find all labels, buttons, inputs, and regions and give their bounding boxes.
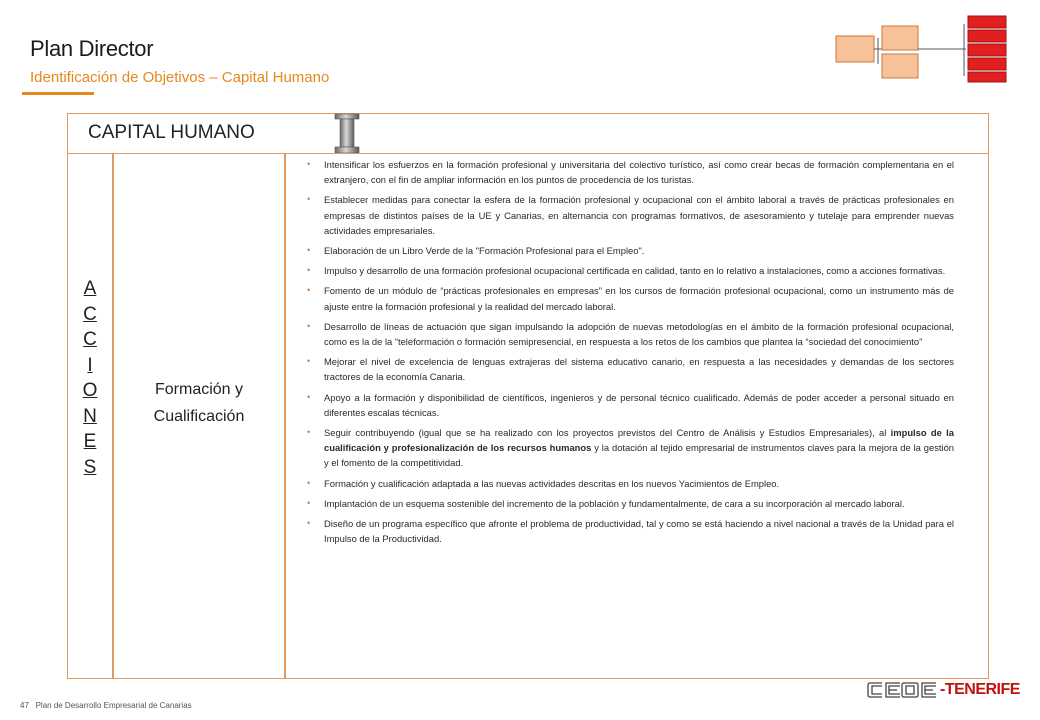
- category-column: [113, 153, 285, 679]
- title-underline: [22, 92, 94, 95]
- acciones-label: [68, 276, 112, 480]
- page-title: Plan Director: [30, 36, 154, 61]
- acciones-letter: S: [83, 456, 97, 478]
- bullet-icon: •: [307, 320, 311, 331]
- category-line-1: Formación y: [154, 381, 244, 398]
- action-list: [304, 157, 954, 551]
- acciones-letter: C: [83, 303, 97, 325]
- bullet-icon: •: [307, 518, 311, 529]
- action-text: Elaboración de un Libro Verde de la "Formación Profesional para el Empleo".: [324, 245, 645, 257]
- bullet-icon: •: [307, 391, 311, 402]
- action-text: Intensificar los esfuerzos en la formación profesional y universitaria del colectivo turístico, así como crear becas de formación complementaria en el extranjero, con el fin de ampliar información en los puntos de procedencia de los turistas.: [324, 159, 954, 186]
- actions-body: [285, 153, 989, 679]
- action-item: [304, 496, 954, 511]
- bullet-icon: •: [307, 497, 311, 508]
- bullet-icon: •: [307, 427, 311, 438]
- action-item: [304, 263, 954, 278]
- logo-tenerife-text: -TENERIFE: [940, 681, 1020, 698]
- category-label: [114, 376, 284, 430]
- action-text: Mejorar el nivel de excelencia de lenguas extrajeras del sistema educativo canario, en respuesta a las necesidades y demandas de los sectores tractores de la economía Canaria.: [324, 356, 954, 383]
- acciones-letter: E: [83, 431, 97, 452]
- action-text: Implantación de un esquema sostenible del incremento de la población y fundamentalmente, de cara a su incorporación al mercado laboral.: [324, 497, 905, 509]
- bullet-icon: •: [307, 245, 311, 256]
- action-text-bold: impulso de la cualificación y profesionalización de los recursos humanos: [324, 427, 954, 454]
- action-text: Diseño de un programa específico que afronte el problema de productividad, tal y como se está haciendo a nivel nacional a través de la Unidad para el Impulso de la Productividad.: [324, 518, 954, 545]
- acciones-letter: N: [83, 405, 97, 427]
- bullet-icon: •: [307, 477, 311, 488]
- page-subtitle: Identificación de Objetivos – Capital Humano: [30, 69, 330, 86]
- action-item: [304, 354, 954, 384]
- action-item: [304, 192, 954, 238]
- page-number: 47: [20, 701, 29, 710]
- section-title: CAPITAL HUMANO: [88, 122, 255, 143]
- section-header: [67, 113, 989, 153]
- action-text: Apoyo a la formación y disponibilidad de científicos, ingenieros y de personal técnico cualificado. Además de poder acceder a personal situado en diferentes escalas técnicas.: [324, 391, 954, 418]
- action-text: Seguir contribuyendo (igual que se ha realizado con los proyectos previstos del Centro de Análisis y Estudios Empresariales), al impulso de la cualificación y profesionalización de los recursos humanos y la dotación al tejido empresarial de instrumentos claves para la mejora de la gestión y el fomento de la competitividad.: [324, 427, 955, 469]
- action-item: [304, 390, 954, 420]
- bullet-icon: •: [307, 159, 311, 169]
- ceoe-logo-icon: [866, 680, 940, 700]
- bullet-icon: •: [307, 194, 311, 205]
- action-item: [304, 425, 954, 471]
- action-text: Establecer medidas para conectar la esfera de la formación profesional y ocupacional con el ámbito laboral a través de prácticas profesionales en empresas de distintos países de la UE y Canarias, en alternancia con programas formativos, de asesoramiento y tutelaje para emprender nuevas actividades empresariales.: [324, 194, 954, 236]
- action-text: Fomento de un módulo de “prácticas profesionales en empresas” en los cursos de formación profesional ocupacional, como un instrumento más de ajuste entre la formación profesional y la realidad del mercado laboral.: [324, 285, 954, 312]
- action-item: [304, 283, 954, 313]
- action-text: Formación y cualificación adaptada a las nuevas actividades descritas en los nuevos Yacimientos de Empleo.: [324, 477, 780, 489]
- acciones-letter: A: [83, 278, 97, 299]
- footer: [20, 701, 192, 710]
- acciones-letter: I: [87, 354, 93, 376]
- action-item: [304, 476, 954, 491]
- pillar-icon: [334, 113, 360, 155]
- acciones-letter: C: [83, 329, 97, 350]
- action-item: [304, 516, 954, 546]
- action-item: [304, 157, 954, 187]
- bullet-icon: •: [307, 285, 311, 296]
- action-item: [304, 319, 954, 349]
- action-item: [304, 243, 954, 258]
- process-flow-diagram: [834, 14, 1014, 84]
- acciones-column: [67, 153, 113, 679]
- action-text: Desarrollo de líneas de actuación que sigan impulsando la adopción de nuevas metodologías en el ámbito de la formación profesional ocupacional, como es la de la “teleformación o formación semipresencial, en respuesta a los retos de los cambios que plantea la “sociedad del conocimiento”: [324, 320, 954, 348]
- footer-text: Plan de Desarrollo Empresarial de Canarias: [35, 701, 192, 710]
- bullet-icon: •: [307, 356, 311, 367]
- acciones-letter: O: [82, 380, 98, 401]
- category-line-2: Cualificación: [153, 408, 245, 425]
- bullet-icon: •: [307, 265, 311, 276]
- action-text: Impulso y desarrollo de una formación profesional ocupacional certificada en calidad, tanto en lo relativo a instalaciones, como a acciones formativas.: [324, 265, 946, 277]
